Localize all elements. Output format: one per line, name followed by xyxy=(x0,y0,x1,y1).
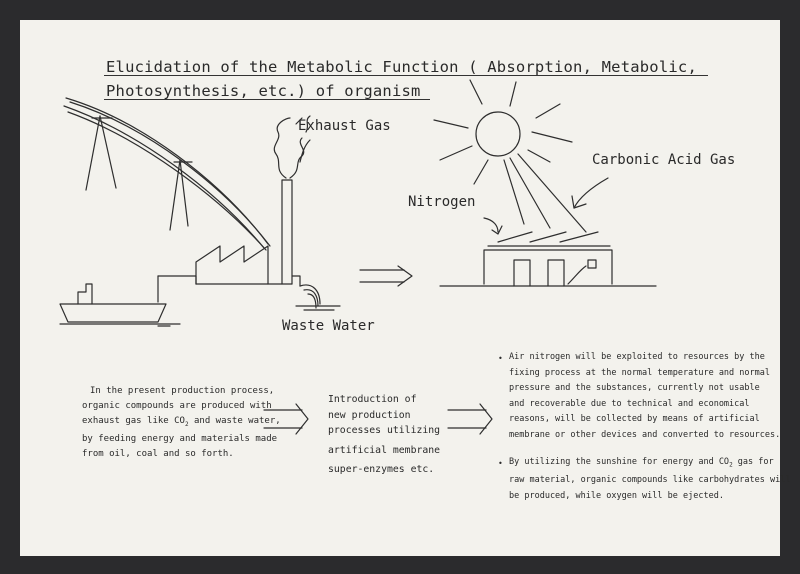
present-line-4: by feeding energy and materials made xyxy=(82,433,278,444)
intro-line-2: new production xyxy=(328,409,411,421)
factory-illustration xyxy=(158,116,310,302)
present-line-1: In the present production process, xyxy=(90,386,275,396)
bullet-2-text xyxy=(509,455,790,504)
exhaust-pointer xyxy=(300,140,310,162)
title-line-2: Photosynthesis, etc.) of organism xyxy=(106,82,421,100)
present-process-text xyxy=(82,384,281,462)
bullet-1-text xyxy=(509,350,780,443)
power-lines-illustration xyxy=(64,98,270,250)
bullet-2-mark: • xyxy=(498,459,503,468)
bullet-1-line-3: pressure and the substances, currently not usable xyxy=(509,383,760,393)
bullet-1-line-6: membrane or other devices and converted to resources. xyxy=(509,429,781,440)
title-line-1: Elucidation of the Metabolic Function ( Absorption, Metabolic, xyxy=(106,58,697,76)
carbonic-pointer xyxy=(574,178,608,208)
bullet-1-line-4: and recoverable due to technical and economical xyxy=(509,398,750,409)
intro-line-1: Introduction of xyxy=(328,394,417,405)
present-line-3: exhaust gas like $CO_2$ and waste water, xyxy=(82,416,281,428)
intro-line-4: artificial membrane xyxy=(328,444,441,456)
ship-illustration xyxy=(60,284,180,326)
carbonic-acid-gas-label: Carbonic Acid Gas xyxy=(592,152,736,168)
present-line-2: organic compounds are produced with xyxy=(82,401,272,411)
present-line-5: from oil, coal and so forth. xyxy=(82,448,234,459)
waste-water-outflow xyxy=(296,285,340,310)
bullet-2-line-3: be produced, while oxygen will be ejected. xyxy=(509,490,724,501)
waste-water-label: Waste Water xyxy=(282,318,375,334)
bullet-1-mark: • xyxy=(498,354,503,363)
nitrogen-label: Nitrogen xyxy=(408,194,476,210)
bullet-1-line-2: fixing process at the normal temperature and normal xyxy=(509,367,770,378)
nitrogen-pointer xyxy=(484,218,498,232)
bullet-1-line-1: Air nitrogen will be exploited to resources by the xyxy=(509,352,765,362)
bullet-2-line-2: raw material, organic compounds like carbohydrates will xyxy=(509,475,791,486)
facility-illustration xyxy=(440,232,656,286)
bullet-1-line-5: reasons, will be collected by means of artificial xyxy=(509,414,760,424)
transition-arrow xyxy=(360,266,412,286)
introduction-text xyxy=(328,392,440,478)
document-sheet xyxy=(20,20,791,556)
exhaust-gas-label: Exhaust Gas xyxy=(298,118,391,134)
intro-line-3: processes utilizing xyxy=(328,425,441,436)
intro-line-5: super-enzymes etc. xyxy=(328,464,435,475)
bullet-2-line-1: By utilizing the sunshine for energy and $CO_2$ gas for xyxy=(509,457,774,469)
lower-arrow-2 xyxy=(448,404,492,434)
